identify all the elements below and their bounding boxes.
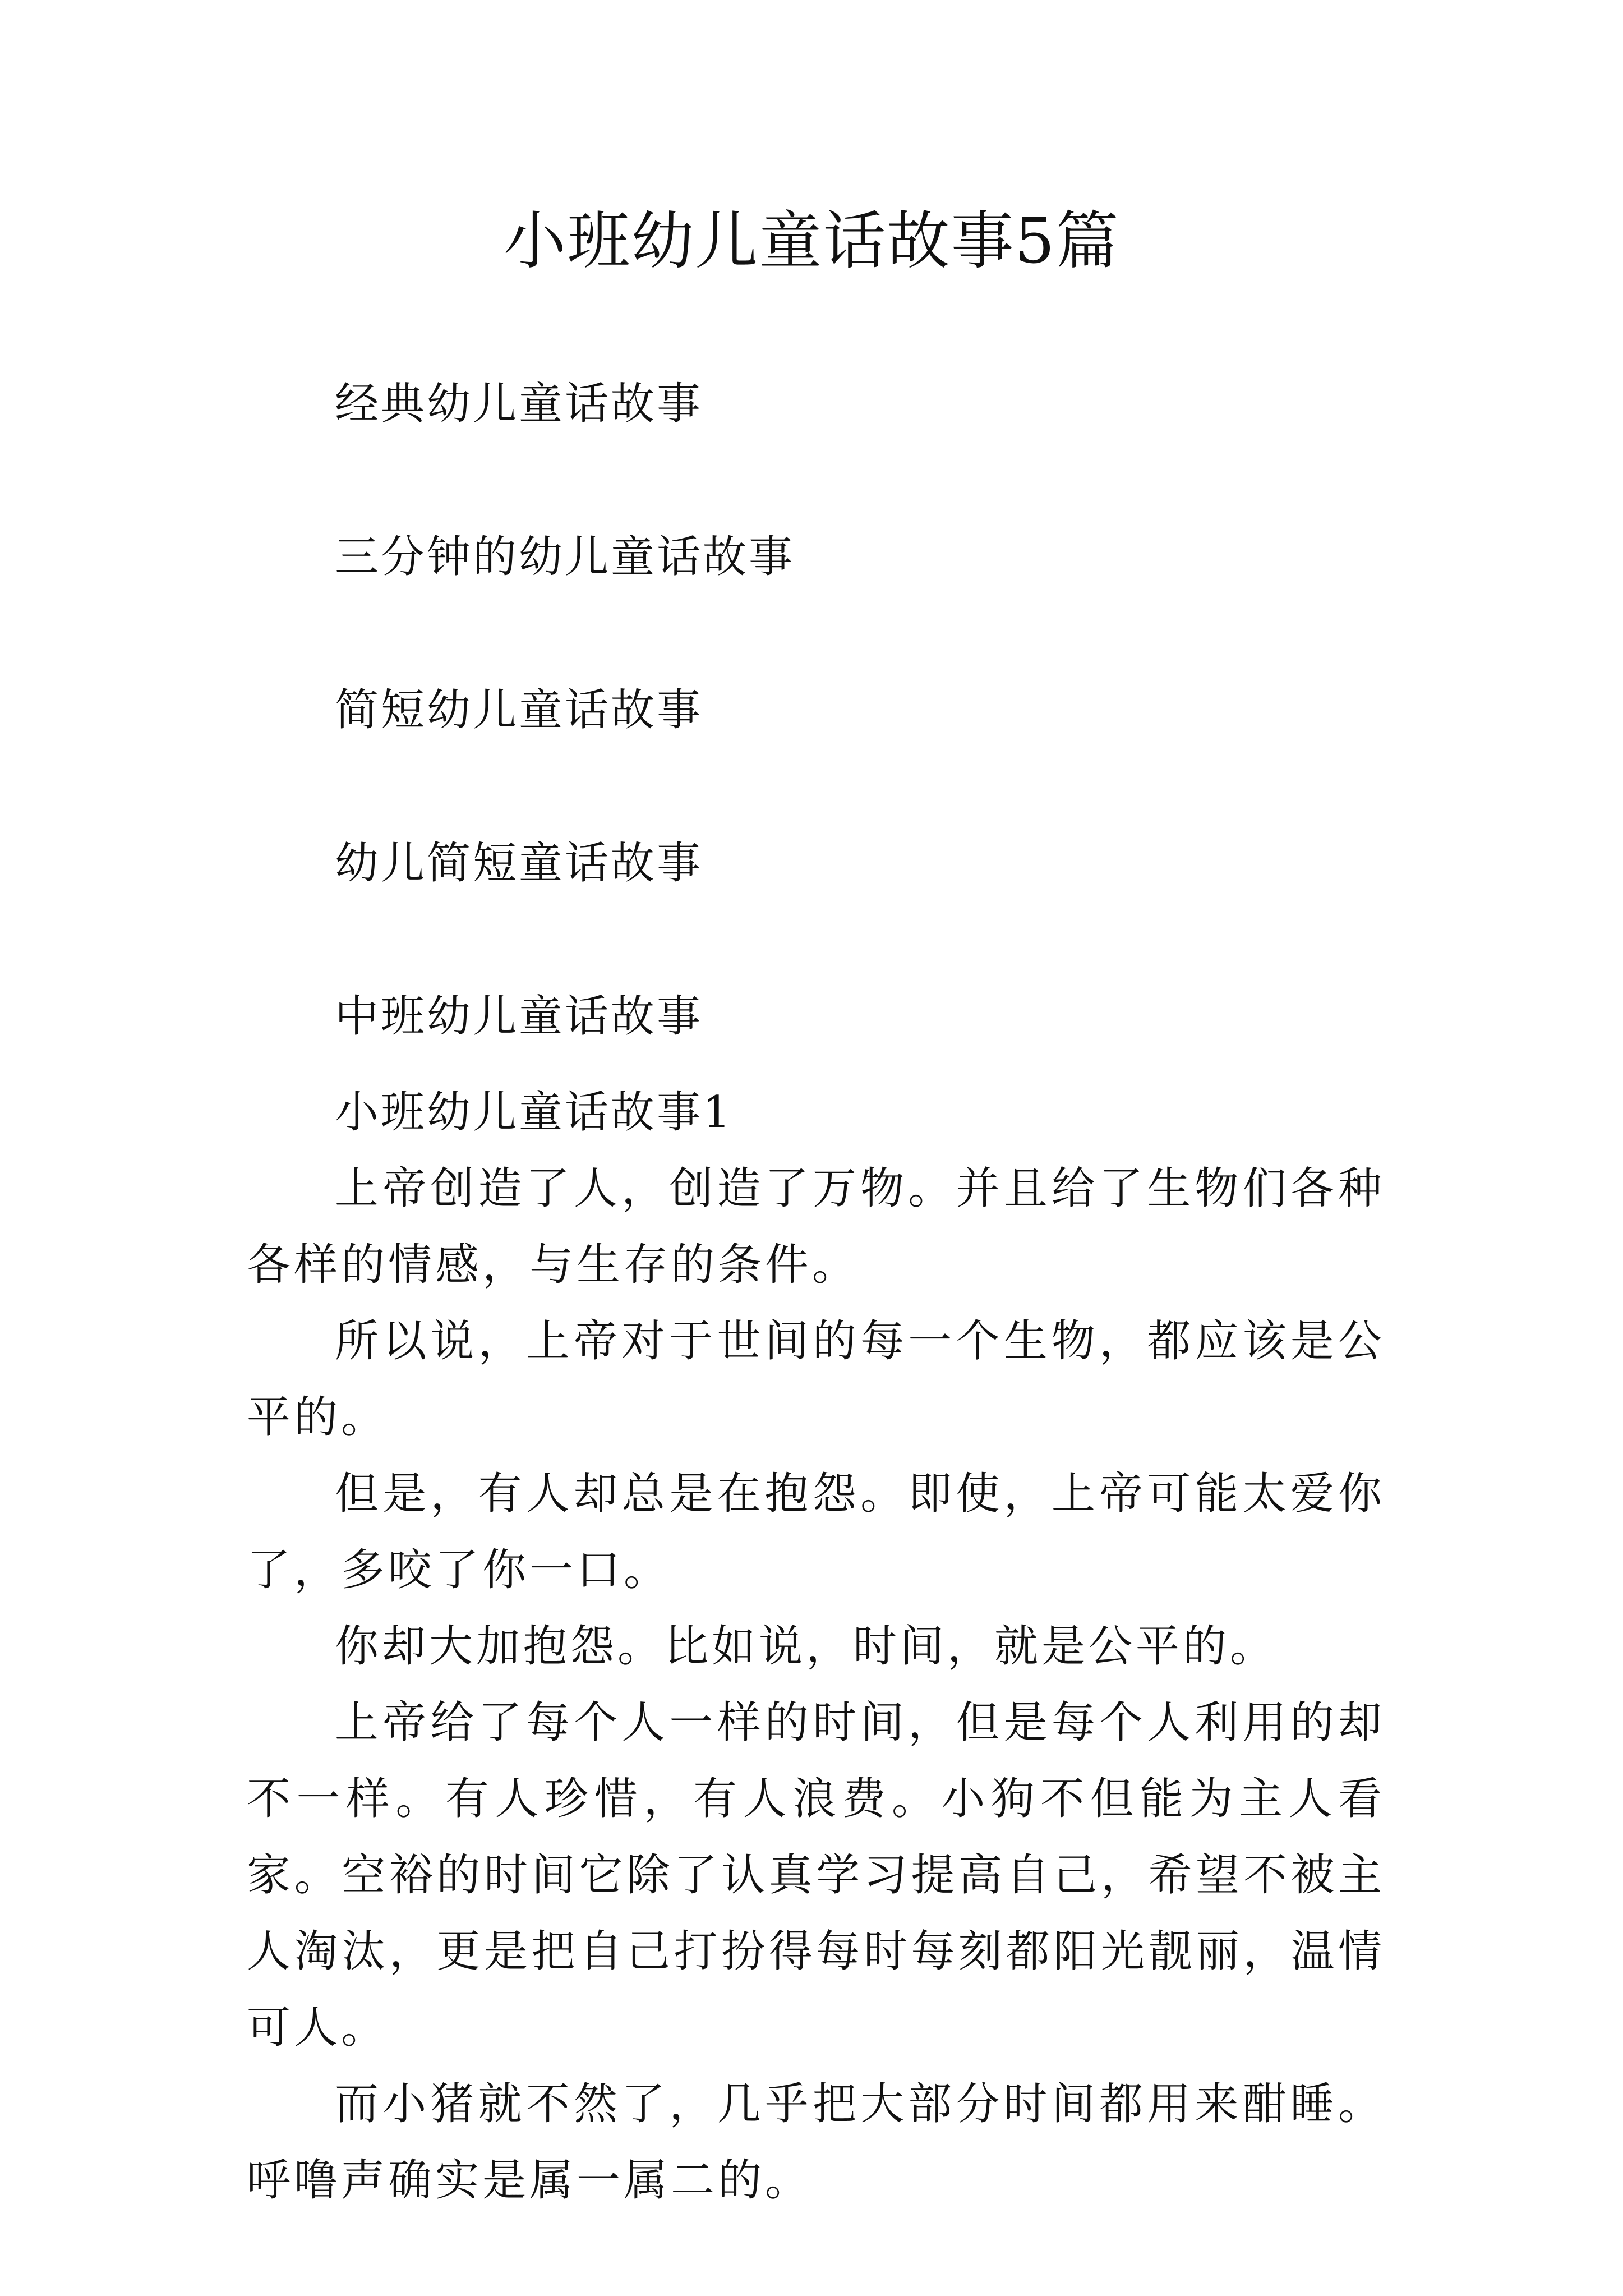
story-paragraph: 你却大加抱怨。比如说，时间，就是公平的。 — [335, 1621, 1278, 1672]
story-paragraph: 所以说，上帝对于世间的每一个生物，都应该是公平的。 — [247, 1316, 1385, 1443]
toc-item: 中班幼儿童话故事 — [335, 991, 703, 1042]
toc-item: 简短幼儿童话故事 — [335, 685, 703, 735]
story-heading: 小班幼儿童话故事1 — [335, 1087, 733, 1138]
toc-item: 经典幼儿童话故事 — [335, 379, 703, 429]
toc-item: 三分钟的幼儿童话故事 — [335, 532, 795, 582]
story-paragraph: 而小猪就不然了，几乎把大部分时间都用来酣睡。呼噜声确实是属一属二的。 — [247, 2079, 1385, 2206]
toc-item: 幼儿简短童话故事 — [335, 838, 703, 889]
story-paragraph: 上帝创造了人，创造了万物。并且给了生物们各种各样的情感，与生存的条件。 — [247, 1163, 1385, 1290]
story-paragraph: 但是，有人却总是在抱怨。即使，上帝可能太爱你了，多咬了你一口。 — [247, 1469, 1385, 1595]
table-of-contents — [335, 376, 795, 1045]
story-section — [247, 1074, 1385, 2219]
story-paragraph: 上帝给了每个人一样的时间，但是每个人利用的却不一样。有人珍惜，有人浪费。小狗不但能为主人看家。空裕的时间它除了认真学习提高自己，希望不被主人淘汰，更是把自己打扮得每时每刻都阳光靓丽，温情可人。 — [247, 1697, 1385, 2053]
document-title: 小班幼儿童话故事5篇 — [503, 205, 1120, 278]
